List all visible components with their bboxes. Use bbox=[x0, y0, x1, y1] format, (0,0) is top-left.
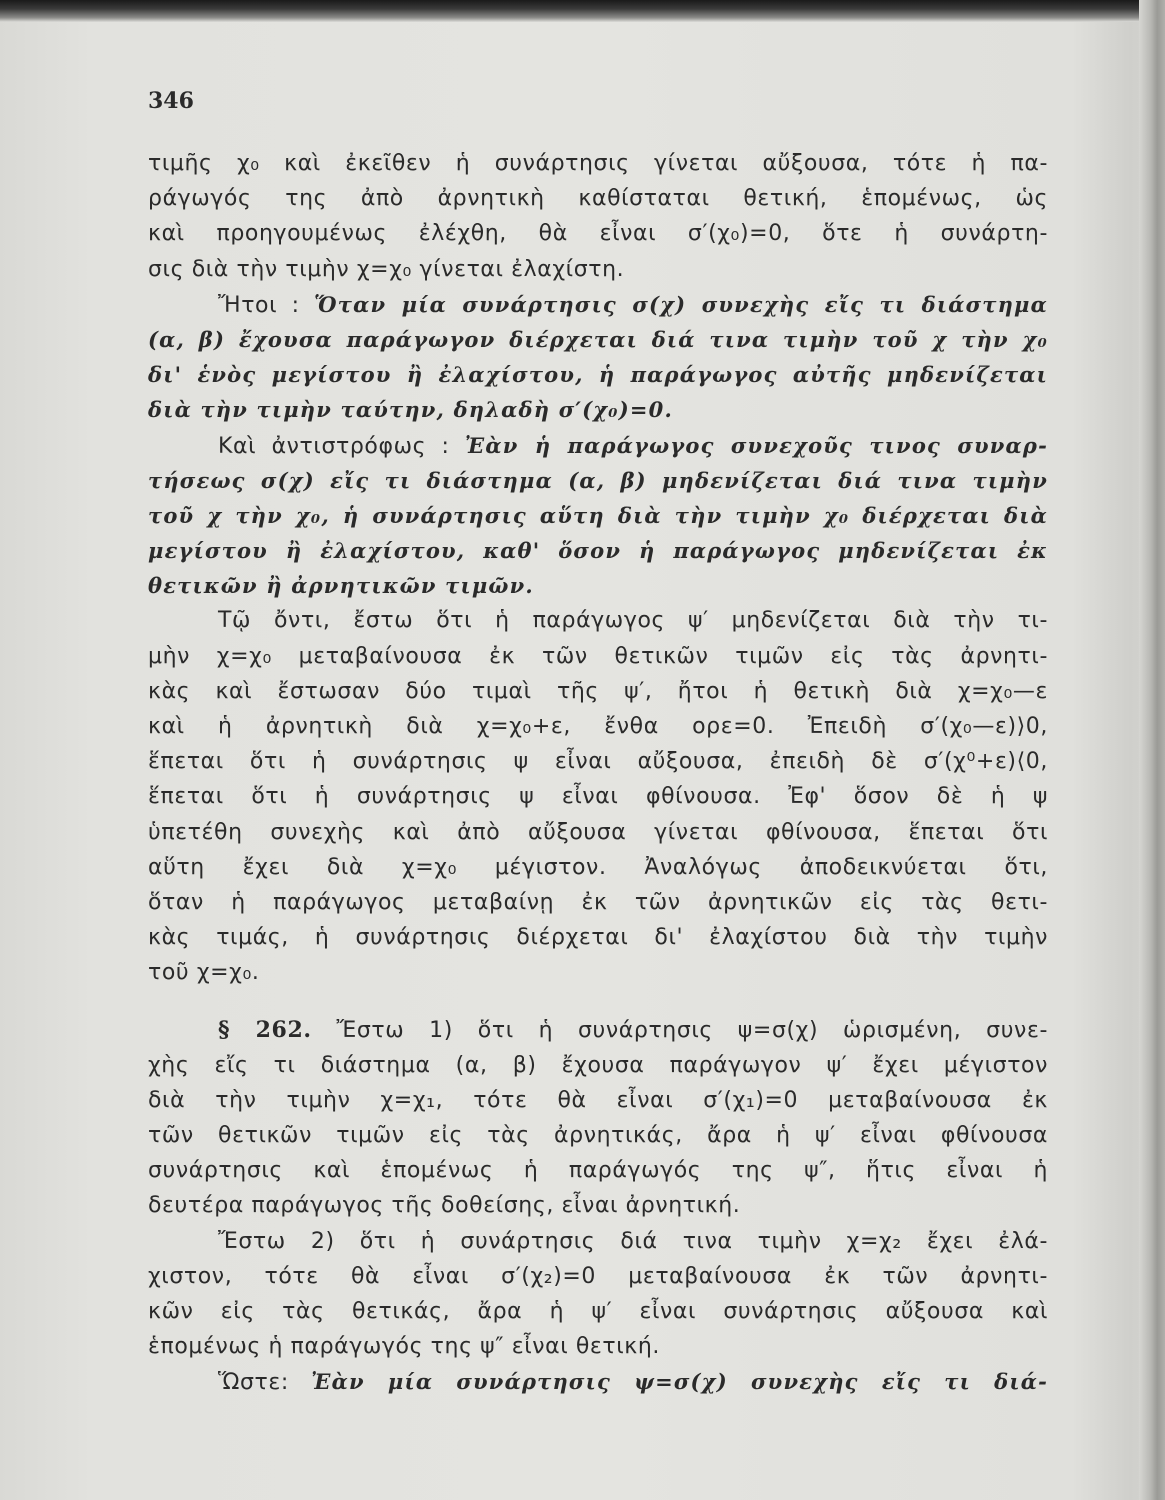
section-line: χὴς εἴς τι διάστημα (α, β) ἔχουσα παράγωγον ψ′ ἔχει μέγιστον bbox=[148, 1052, 1048, 1078]
text-line: Τῷ ὄντι, ἔστω ὅτι ἡ παράγωγος ψ′ μηδενίζεται διὰ τὴν τι- bbox=[218, 608, 1048, 634]
book-top-edge bbox=[0, 0, 1165, 22]
theorem-line: τήσεως σ(χ) εἴς τι διάστημα (α, β) μηδενίζεται διά τινα τιμὴν bbox=[148, 467, 1048, 493]
text-line: ἑπομένως ἡ παράγωγός της ψ″ εἶναι θετική. bbox=[148, 1334, 661, 1360]
theorem-line bbox=[148, 287, 1048, 322]
theorem-lead: Ἤτοι : bbox=[218, 292, 315, 318]
final-text: Ἐὰν μία συνάρτησις ψ=σ(χ) συνεχὴς εἴς τι διά- bbox=[311, 1369, 1048, 1395]
final-lead: Ὥστε: bbox=[218, 1370, 312, 1396]
text-line: χιστον, τότε θὰ εἶναι σ′(χ₂)=0 μεταβαίνουσα ἐκ τῶν ἀρνητι- bbox=[148, 1263, 1048, 1289]
text-line: κὰς καὶ ἔστωσαν δύο τιμαὶ τῆς ψ′, ἤτοι ἡ θετικὴ διὰ χ=χ₀—ε bbox=[148, 678, 1048, 704]
text-line: ράγωγός της ἀπὸ ἀρνητικὴ καθίσταται θετική, ἑπομένως, ὡς bbox=[148, 186, 1048, 212]
theorem-line bbox=[148, 428, 1048, 463]
page-body bbox=[148, 146, 1048, 1400]
book-spine-edge bbox=[1139, 0, 1165, 1500]
theorem-lead: Καὶ ἀντιστρόφως : bbox=[218, 433, 465, 459]
section-spacer bbox=[148, 991, 1048, 1013]
text-line: καὶ προηγουμένως ἐλέχθη, θὰ εἶναι σ′(χ₀)=0, ὅτε ἡ συνάρτη- bbox=[148, 221, 1048, 247]
theorem-line: δι' ἑνὸς μεγίστου ἢ ἐλαχίστου, ἡ παράγωγος αὐτῆς μηδενίζεται bbox=[148, 362, 1048, 388]
text-line: ὅταν ἡ παράγωγος μεταβαίνῃ ἐκ τῶν ἀρνητικῶν εἰς τὰς θετι- bbox=[148, 889, 1048, 915]
section-line: δευτέρα παράγωγος τῆς δοθείσης, εἶναι ἀρνητική. bbox=[148, 1193, 741, 1219]
text-line: σις διὰ τὴν τιμὴν χ=χ₀ γίνεται ἐλαχίστη. bbox=[148, 256, 625, 282]
theorem-line: (α, β) ἔχουσα παράγωγον διέρχεται διά τινα τιμὴν τοῦ χ τὴν χ₀ bbox=[148, 326, 1048, 352]
text-line: Ἔστω 2) ὅτι ἡ συνάρτησις διά τινα τιμὴν χ=χ₂ ἔχει ἐλά- bbox=[218, 1228, 1048, 1254]
section-line: τῶν θετικῶν τιμῶν εἰς τὰς ἀρνητικάς, ἄρα ἡ ψ′ εἶναι φθίνουσα bbox=[148, 1123, 1048, 1149]
section-line: συνάρτησις καὶ ἑπομένως ἡ παράγωγός της ψ″, ἥτις εἶναι ἡ bbox=[148, 1158, 1048, 1184]
text-line: καὶ ἡ ἀρνητικὴ διὰ χ=χ₀+ε, ἔνθα ορε=0. Ἐπειδὴ σ′(χ₀—ε)⟩0, bbox=[148, 714, 1048, 739]
section-line bbox=[148, 1013, 1048, 1048]
text-line: μὴν χ=χ₀ μεταβαίνουσα ἐκ τῶν θετικῶν τιμῶν εἰς τὰς ἀρνητι- bbox=[148, 643, 1048, 669]
text-line: ἕπεται ὅτι ἡ συνάρτησις ψ εἶναι αὔξουσα, ἐπειδὴ δὲ σ′(χ⁰+ε)⟨0, bbox=[148, 749, 1048, 775]
theorem-line: θετικῶν ἢ ἀρνητικῶν τιμῶν. bbox=[148, 573, 534, 599]
section-label: § 262. bbox=[218, 1016, 312, 1043]
text-line: τοῦ χ=χ₀. bbox=[148, 960, 260, 986]
text-line: κῶν εἰς τὰς θετικάς, ἄρα ἡ ψ′ εἶναι συνάρτησις αὔξουσα καὶ bbox=[148, 1299, 1048, 1324]
text-line: κὰς τιμάς, ἡ συνάρτησις διέρχεται δι' ἐλαχίστου διὰ τὴν τιμὴν bbox=[148, 925, 1048, 951]
section-line: διὰ τὴν τιμὴν χ=χ₁, τότε θὰ εἶναι σ′(χ₁)=0 μεταβαίνουσα ἐκ bbox=[148, 1087, 1048, 1113]
theorem-text: Ὅταν μία συνάρτησις σ(χ) συνεχὴς εἴς τι διάστημα bbox=[314, 291, 1048, 317]
text-line: τιμῆς χ₀ καὶ ἐκεῖθεν ἡ συνάρτησις γίνεται αὔξουσα, τότε ἡ πα- bbox=[148, 151, 1048, 176]
text-line: ὑπετέθη συνεχὴς καὶ ἀπὸ αὔξουσα γίνεται φθίνουσα, ἕπεται ὅτι bbox=[148, 819, 1048, 845]
section-text: Ἔστω 1) ὅτι ἡ συνάρτησις ψ=σ(χ) ὡρισμένη, συνε- bbox=[311, 1017, 1048, 1043]
theorem-line: διὰ τὴν τιμὴν ταύτην, δηλαδὴ σ′(χ₀)=0. bbox=[148, 397, 673, 423]
theorem-line: τοῦ χ τὴν χ₀, ἡ συνάρτησις αὕτη διὰ τὴν τιμὴν χ₀ διέρχεται διὰ bbox=[148, 502, 1048, 528]
theorem-line: μεγίστου ἢ ἐλαχίστου, καθ' ὅσον ἡ παράγωγος μηδενίζεται ἐκ bbox=[148, 538, 1048, 564]
theorem-text: Ἐὰν ἡ παράγωγος συνεχοῦς τινος συναρ- bbox=[464, 432, 1048, 458]
page-number: 346 bbox=[148, 88, 194, 114]
final-line bbox=[148, 1364, 1048, 1399]
text-line: αὕτη ἔχει διὰ χ=χ₀ μέγιστον. Ἀναλόγως ἀποδεικνύεται ὅτι, bbox=[148, 854, 1048, 880]
text-line: ἕπεται ὅτι ἡ συνάρτησις ψ εἶναι φθίνουσα. Ἐφ' ὅσον δὲ ἡ ψ bbox=[148, 784, 1048, 810]
